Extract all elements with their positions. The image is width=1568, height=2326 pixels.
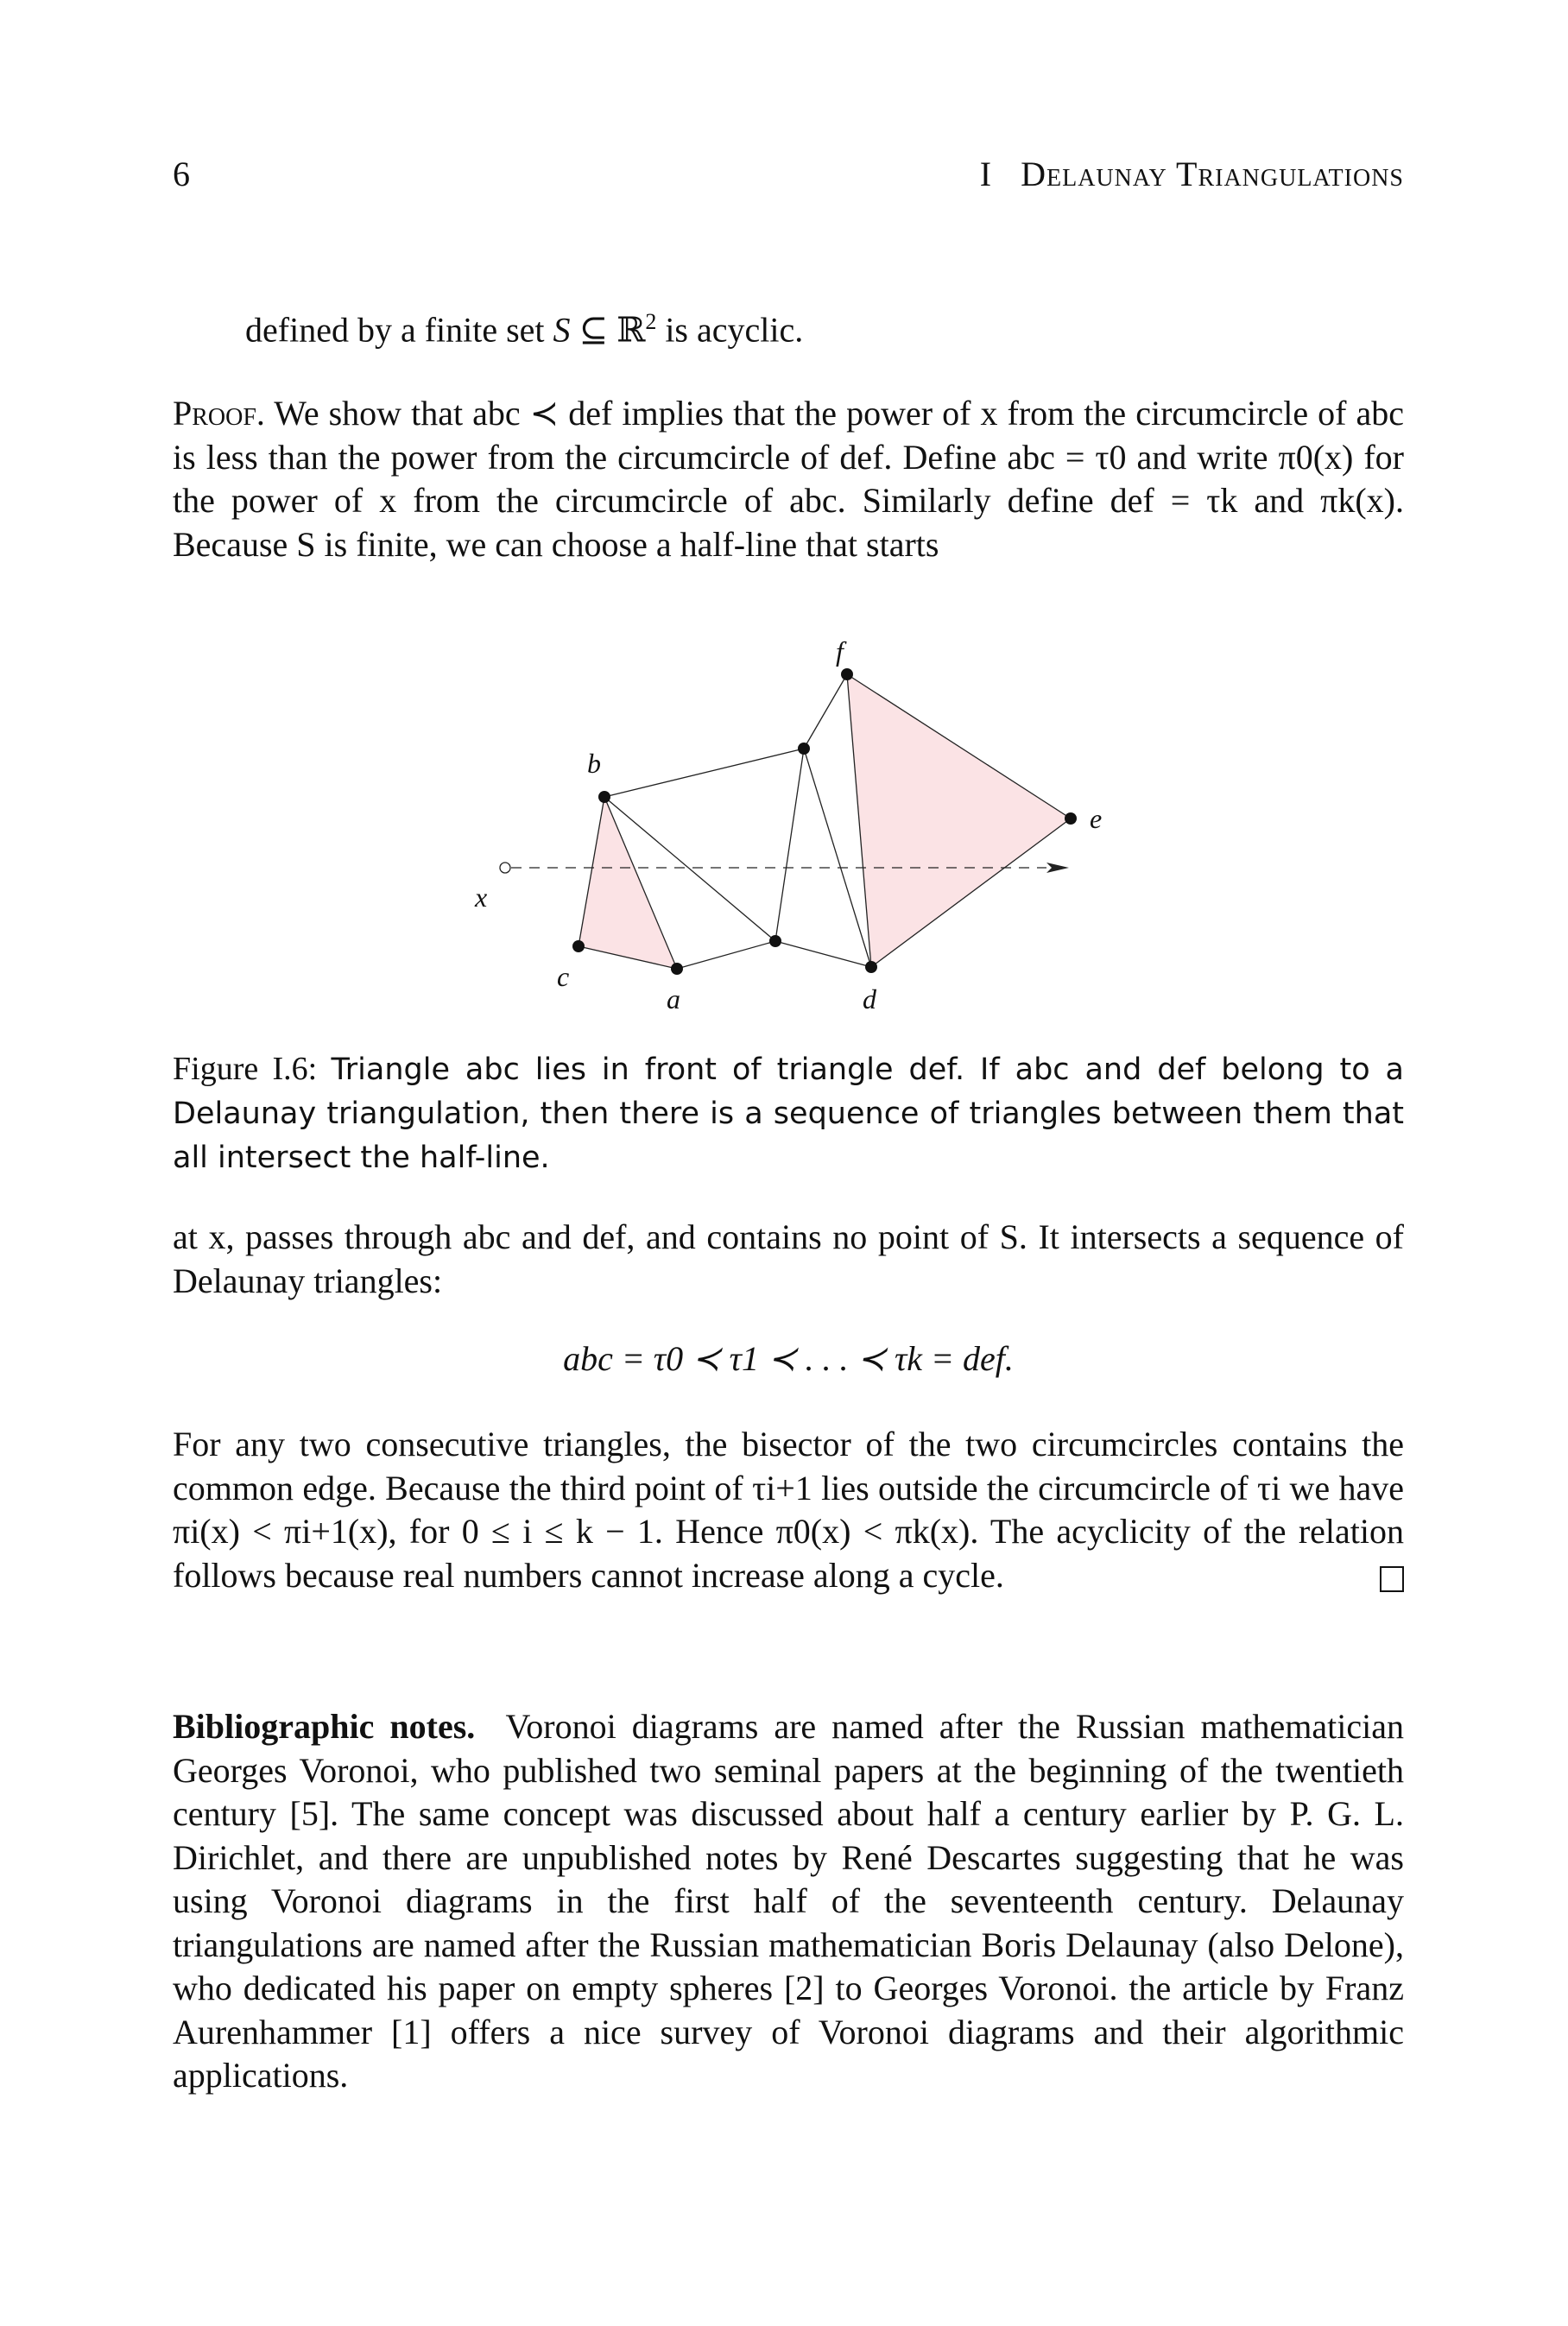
continuation-line	[173, 300, 1404, 352]
after-figure-text: at x, passes through abc and def, and contains no point of S. It intersects a sequence of Delaunay triangles:	[173, 1217, 1404, 1300]
display-equation: abc = τ0 ≺ τ1 ≺ . . . ≺ τk = def.	[563, 1339, 1014, 1378]
point-c	[572, 940, 585, 952]
figure-triangulation	[432, 630, 1140, 1019]
proof-sentence-2: Define abc = τ0 and write π0(x) for the power of x from the circumcircle of abc.	[173, 437, 1404, 520]
qed-icon	[1380, 1566, 1404, 1592]
triangle-abc-fill	[579, 797, 677, 969]
label-x: x	[475, 882, 488, 913]
proof-label: Proof.	[173, 394, 265, 433]
point-e	[1065, 812, 1077, 825]
label-e: e	[1090, 803, 1103, 834]
triangulation-diagram	[432, 630, 1140, 1019]
point-top	[798, 743, 810, 755]
edge-mid-d	[775, 941, 871, 967]
edge-top-f	[804, 674, 847, 749]
proof-paragraph	[173, 392, 1404, 566]
biblio-text: Voronoi diagrams are named after the Russian mathematician Georges Voronoi, who published two seminal papers at the beginning of the twentieth century [5]. The same concept was discussed about half a century earlier by P. G. L. Dirichlet, and there are unpublished notes by René Descartes suggesting that he was using Voronoi diagrams in the first half of the seventeenth century. Delaunay triangulations are named after the Russian mathematician Boris Delaunay (also Delone), who dedicated his paper on empty spheres [2] to Georges Voronoi. the article by Franz Aurenhammer [1] offers a nice survey of Voronoi diagrams and their algorithmic applications.	[173, 1707, 1405, 2095]
chapter-roman: I	[979, 155, 993, 193]
edge-mid-top	[775, 749, 804, 941]
label-a: a	[667, 983, 680, 1014]
point-b	[598, 791, 610, 803]
label-c: c	[557, 961, 570, 992]
caption-text: Triangle abc lies in front of triangle def. If abc and def belong to a Delaunay triangulation, then there is a sequence of triangles between them that all intersect the half-line.	[173, 1052, 1404, 1175]
after-figure-paragraph	[173, 1216, 1404, 1303]
figure-caption	[173, 1047, 1404, 1179]
edge-a-mid	[677, 941, 775, 969]
bibliographic-notes	[173, 1705, 1404, 2098]
half-line-arrowhead	[1046, 863, 1069, 873]
point-d	[865, 961, 877, 973]
paragraph-2-text: For any two consecutive triangles, the bisector of the two circumcircles contains the common edge. Because the third point of τi+1 lies outside the circumcircle of τi we have πi(x) < πi+1(x), for 0 ≤ i ≤ k − 1. Hence π0(x) < πk(x). The acyclicity of the relation follows because real numbers cannot increase along a cycle.	[173, 1425, 1404, 1595]
proof-sentence-4: Because S is finite, we can choose a half-line that starts	[173, 524, 939, 564]
running-header	[173, 154, 1404, 205]
page-number: 6	[173, 155, 190, 193]
paragraph-2	[173, 1423, 1404, 1597]
point-mid	[769, 935, 781, 947]
set-symbol: S	[553, 310, 571, 350]
point-f	[841, 668, 853, 680]
superscript: 2	[645, 309, 657, 334]
label-b: b	[587, 748, 601, 779]
proof-sentence-3: Similarly define def = τk and πk(x).	[862, 481, 1405, 520]
proof-sentence-1: We show that abc ≺ def implies that the power of x from the circumcircle of abc is less than the power from the circumcircle of def.	[173, 394, 1404, 477]
chapter-title: Delaunay Triangulations	[1021, 155, 1404, 193]
running-head	[980, 154, 1404, 194]
edge-b-top	[604, 749, 804, 797]
continuation-text-a: defined by a finite set	[245, 310, 553, 350]
point-x	[500, 863, 510, 873]
point-a	[671, 963, 683, 975]
label-f: f	[836, 635, 844, 667]
continuation-text-b: is acyclic.	[656, 310, 804, 350]
caption-label: Figure I.6:	[173, 1051, 318, 1087]
subset-symbol: ⊆ ℝ	[570, 310, 646, 350]
biblio-heading: Bibliographic notes.	[173, 1707, 476, 1746]
triangle-def-fill	[847, 674, 1071, 967]
label-d: d	[863, 983, 876, 1014]
